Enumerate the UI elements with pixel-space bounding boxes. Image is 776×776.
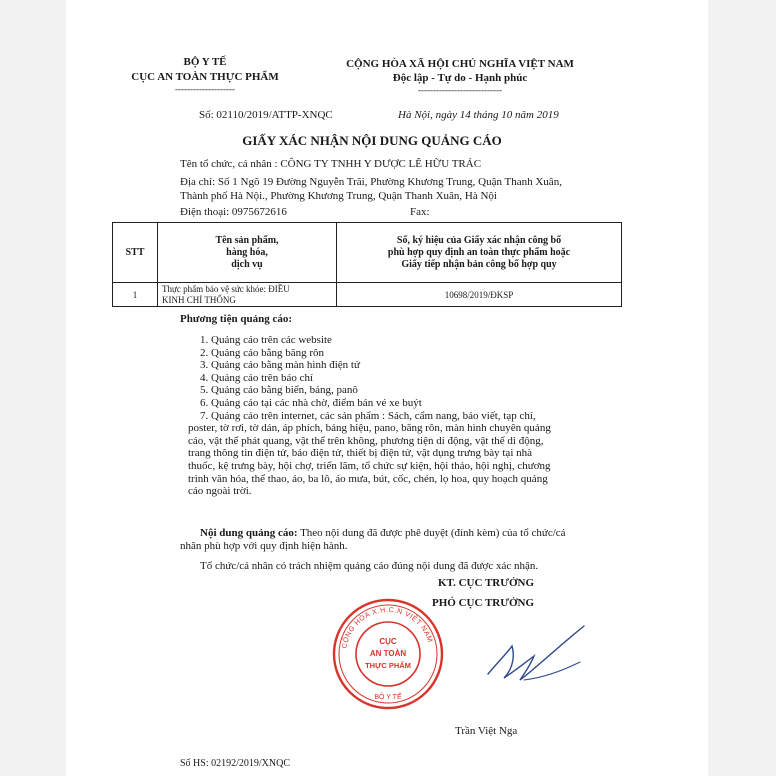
header-product-line-2: hàng hóa, (226, 246, 268, 258)
header-reg-line-1: Số, ký hiệu của Giấy xác nhận công bố (396, 234, 562, 246)
responsibility-statement: Tổ chức/cá nhân có trách nhiệm quảng cáo đúng nội dung đã được xác nhận. (200, 560, 539, 572)
right-margin-band (708, 0, 776, 776)
seal-inner-line-2: AN TOÀN (369, 649, 407, 658)
organization-fax: Fax: (410, 206, 430, 218)
row-registration-number: 10698/2019/ĐKSP (337, 283, 622, 307)
list-item-continuation: trình văn hóa, thể thao, áo, ba lô, áo mưa, bút, cốc, chén, lọ hoa, quy hoạch quảng (188, 472, 548, 485)
header-stt: STT (113, 223, 158, 283)
signer-title-2: PHÓ CỤC TRƯỞNG (432, 597, 535, 609)
document-number: Số: 02110/2019/ATTP-XNQC (199, 109, 333, 121)
content-text-1: Theo nội dung đã được phê duyệt (đính kèm) của tổ chức/cá (297, 527, 566, 539)
signer-name: Trần Việt Nga (455, 725, 518, 737)
row-product-line-2: KINH CHỈ THỐNG (162, 294, 236, 305)
left-header-rule: -------------------- (175, 84, 235, 94)
list-item: 3. Quảng cáo bằng màn hình điện tử (200, 359, 360, 372)
ministry-name: BỘ Y TẾ (183, 56, 227, 68)
media-heading: Phương tiện quảng cáo: (180, 313, 293, 325)
header-reg-line-2: phù hợp quy định an toàn thực phẩm hoặc (387, 246, 571, 258)
header-product-line-3: dịch vụ (231, 258, 263, 270)
list-item-continuation: poster, tờ rơi, tờ dán, áp phích, bảng hiệu, pano, băng rôn, màn hình chuyên quảng (188, 422, 551, 435)
national-motto: Độc lập - Tự do - Hạnh phúc (392, 72, 528, 84)
list-item: 7. Quảng cáo trên internet, các sản phẩm : Sách, cẩm nang, báo viết, tạp chí, (200, 409, 536, 422)
list-item: 6. Quảng cáo tại các nhà chờ, điểm bán vé xe buýt (200, 396, 422, 409)
content-label: Nội dung quảng cáo: (200, 527, 298, 539)
row-product-line-1: Thực phẩm bảo vệ sức khỏe: ĐIỀU (162, 283, 290, 294)
header-reg-line-3: Giấy tiếp nhận bản công bố hợp quy (401, 258, 557, 270)
right-header-rule: ---------------------------- (418, 85, 502, 95)
country-name: CỘNG HÒA XÃ HỘI CHỦ NGHĨA VIỆT NAM (346, 58, 574, 70)
signer-title-1: KT. CỤC TRƯỞNG (438, 577, 535, 589)
list-item: 1. Quảng cáo trên các website (200, 334, 332, 346)
seal-inner-line-1: CỤC (379, 637, 397, 646)
left-margin-band (0, 0, 66, 776)
document-title: GIẤY XÁC NHẬN NỘI DUNG QUẢNG CÁO (242, 133, 502, 148)
department-name: CỤC AN TOÀN THỰC PHẨM (131, 71, 279, 83)
header-registration (337, 223, 622, 283)
list-item-continuation: cáo, vật thể phát quang, vật thể trên không, phương tiện di động, vật thể di động, (188, 434, 544, 447)
header-product (158, 223, 337, 283)
row-stt: 1 (113, 283, 158, 307)
list-item: 4. Quảng cáo trên báo chí (200, 371, 314, 384)
table-row (113, 283, 622, 307)
seal-outer-bottom-text: BỘ Y TẾ (374, 694, 402, 701)
organization-name: Tên tổ chức, cá nhân : CÔNG TY TNHH Y DƯỢC LÊ HỮU TRÁC (180, 158, 482, 170)
list-item-continuation: cáo ngoài trời. (188, 485, 252, 498)
media-list (188, 334, 670, 498)
header-product-line-1: Tên sản phẩm, (215, 234, 279, 246)
seal-inner-line-3: THỰC PHẨM (365, 661, 411, 670)
document-date: Hà Nội, ngày 14 tháng 10 năm 2019 (398, 109, 559, 121)
list-item: 5. Quảng cáo bằng biển, bảng, panô (200, 384, 358, 397)
table-header-row (113, 223, 622, 283)
list-item-continuation: trang thông tin điện tử, báo điện tử, thiết bị điện tử, vật dụng trưng bày tại nhà (188, 447, 533, 460)
handwritten-signature (480, 622, 590, 694)
product-table (112, 222, 622, 307)
official-seal (330, 596, 446, 712)
list-item: 2. Quảng cáo bằng băng rôn (200, 346, 325, 359)
seal-outer-top-text: CỘNG HÒA X.H.C.N VIỆT NAM (341, 606, 434, 650)
organization-phone: Điện thoại: 0975672616 (180, 206, 287, 218)
organization-address-line-2: Thành phố Hà Nội., Phường Khương Trung, Quận Thanh Xuân, Hà Nội (180, 190, 497, 202)
content-paragraph (180, 527, 630, 553)
row-product (158, 283, 337, 307)
organization-address-line-1: Địa chỉ: Số 1 Ngõ 19 Đường Nguyễn Trãi, Phường Khương Trung, Quận Thanh Xuân, (180, 176, 562, 188)
list-item-continuation: thuốc, kệ trưng bày, hội chợ, triển lãm, tổ chức sự kiện, hội thảo, hội nghị, chương (188, 459, 551, 472)
file-number: Số HS: 02192/2019/XNQC (180, 758, 291, 769)
content-text-2: nhân phù hợp với quy định hiện hành. (180, 540, 348, 552)
